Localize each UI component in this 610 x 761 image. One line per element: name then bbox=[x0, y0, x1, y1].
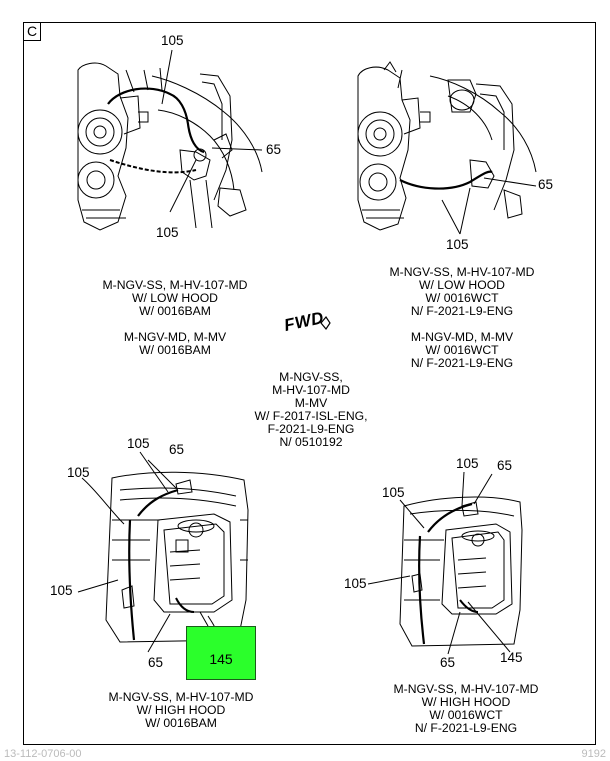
callout-145: 145 bbox=[500, 650, 523, 665]
callout-105: 105 bbox=[446, 237, 469, 252]
engine-view-bottom-left bbox=[106, 472, 248, 642]
footer-page-code: 9192 bbox=[581, 748, 606, 760]
callout-145-label: 145 bbox=[209, 651, 233, 667]
fwd-label: FWD bbox=[282, 308, 326, 335]
callout-65: 65 bbox=[538, 177, 554, 192]
footer-drawing-number: 13-112-0706-00 bbox=[4, 748, 82, 760]
callout-105: 105 bbox=[344, 576, 367, 591]
caption-bottom-right: M-NGV-SS, M-HV-107-MD W/ HIGH HOOD W/ 0016WCT N/ F-2021-L9-ENG bbox=[393, 682, 539, 735]
section-label: C bbox=[24, 23, 41, 41]
caption-top-right: M-NGV-SS, M-HV-107-MD W/ LOW HOOD W/ 0016WCT N/ F-2021-L9-ENG M-NGV-MD, M-MV W/ 0016WCT N/ F-2021-L9-ENG bbox=[389, 265, 535, 370]
callout-65: 65 bbox=[266, 142, 282, 157]
caption-center: M-NGV-SS, M-HV-107-MD M-MV W/ F-2017-ISL-ENG, F-2021-L9-ENG N/ 0510192 bbox=[254, 370, 368, 449]
callout-65: 65 bbox=[169, 442, 185, 457]
engine-view-top-right bbox=[358, 62, 536, 230]
callout-65: 65 bbox=[440, 655, 456, 670]
callout-105: 105 bbox=[127, 436, 150, 451]
engine-view-top-left bbox=[78, 63, 262, 230]
callout-105: 105 bbox=[156, 225, 179, 240]
callout-65: 65 bbox=[148, 655, 164, 670]
caption-bottom-left: M-NGV-SS, M-HV-107-MD W/ HIGH HOOD W/ 0016BAM bbox=[108, 690, 254, 730]
callout-105: 105 bbox=[382, 485, 405, 500]
highlighted-callout-145[interactable] bbox=[186, 626, 256, 680]
callout-105: 105 bbox=[456, 456, 479, 471]
callout-105: 105 bbox=[50, 583, 73, 598]
callout-105: 105 bbox=[161, 33, 184, 48]
caption-top-left: M-NGV-SS, M-HV-107-MD W/ LOW HOOD W/ 0016BAM M-NGV-MD, M-MV W/ 0016BAM bbox=[102, 278, 248, 357]
engine-view-bottom-right bbox=[400, 497, 522, 646]
callout-105: 105 bbox=[67, 465, 90, 480]
callout-65: 65 bbox=[497, 458, 513, 473]
